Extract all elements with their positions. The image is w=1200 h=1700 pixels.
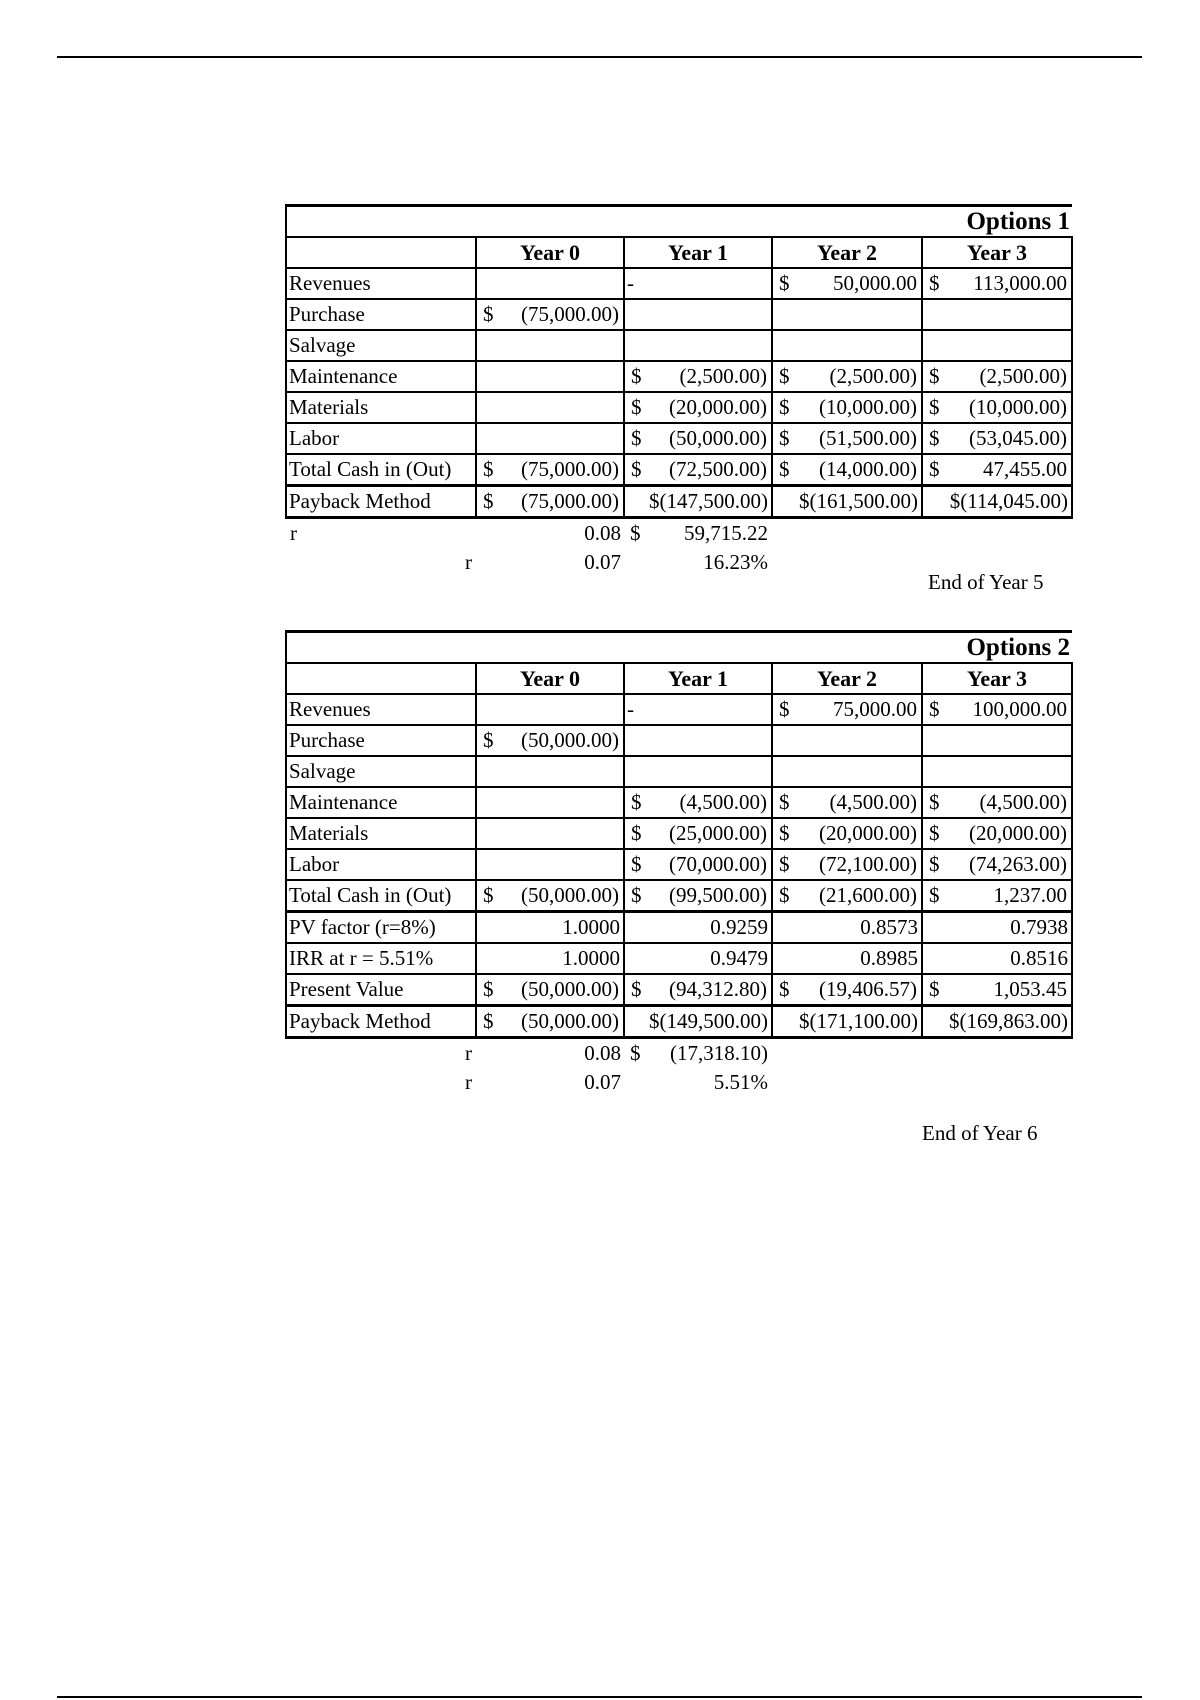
table-cell (922, 725, 1072, 756)
option2-payback-note: End of Year 6 (922, 1121, 1038, 1145)
amount: (72,100.00) (819, 852, 917, 876)
row-label: Purchase (286, 299, 476, 330)
option2-title: Options 2 (286, 632, 1072, 664)
currency-symbol: $ (779, 457, 790, 481)
table-cell (624, 299, 772, 330)
table-cell (922, 974, 1072, 1006)
table-cell: 0.9479 (624, 943, 772, 974)
table-cell (772, 454, 922, 486)
amount: (99,500.00) (669, 883, 767, 907)
table-cell: $(147,500.00) (624, 486, 772, 518)
table-cell (922, 330, 1072, 361)
table-cell (772, 880, 922, 912)
table-cell (772, 849, 922, 880)
amount: (4,500.00) (829, 790, 917, 814)
table-cell: $(114,045.00) (922, 486, 1072, 518)
currency-symbol: $ (631, 977, 642, 1001)
computed-value (624, 1038, 772, 1069)
amount: (19,406.57) (819, 977, 917, 1001)
option2-grid (285, 630, 1073, 1097)
currency-symbol: $ (631, 821, 642, 845)
amount: (94,312.80) (669, 977, 767, 1001)
table-cell (476, 392, 624, 423)
table-cell (624, 818, 772, 849)
option1-table (285, 204, 1071, 577)
rate-label: r (290, 521, 297, 545)
currency-symbol: $ (631, 852, 642, 876)
currency-symbol: $ (631, 457, 642, 481)
rate-value: 0.07 (584, 550, 621, 574)
amount: (75,000.00) (521, 302, 619, 326)
rate-label: r (465, 1041, 472, 1065)
amount: 100,000.00 (972, 697, 1067, 721)
rate-value: 0.07 (584, 1070, 621, 1094)
table-row (286, 361, 1072, 392)
amount: (74,263.00) (969, 852, 1067, 876)
table-cell (624, 787, 772, 818)
table-row (286, 912, 1072, 944)
rate-row (286, 518, 1072, 549)
top-rule (57, 56, 1142, 58)
amount: 75,000.00 (833, 697, 917, 721)
option1-header-0 (286, 237, 476, 268)
bottom-rule (57, 1696, 1142, 1698)
currency-symbol: $ (483, 1009, 494, 1033)
amount: 59,715.22 (684, 521, 768, 545)
currency-symbol: $ (929, 790, 940, 814)
table-cell (922, 268, 1072, 299)
currency-symbol: $ (779, 977, 790, 1001)
table-cell (476, 756, 624, 787)
row-label: Payback Method (286, 486, 476, 518)
table-cell (476, 361, 624, 392)
row-label: Revenues (286, 268, 476, 299)
table-row (286, 756, 1072, 787)
table-cell (624, 880, 772, 912)
table-cell (772, 725, 922, 756)
rate-row (286, 1068, 1072, 1097)
currency-symbol: $ (483, 728, 494, 752)
table-row (286, 486, 1072, 518)
table-cell (476, 454, 624, 486)
table-cell (476, 330, 624, 361)
table-cell: 0.7938 (922, 912, 1072, 944)
currency-symbol: $ (483, 883, 494, 907)
row-label: Payback Method (286, 1006, 476, 1038)
table-row (286, 880, 1072, 912)
currency-symbol: $ (929, 364, 940, 388)
table-cell (922, 392, 1072, 423)
table-cell (922, 787, 1072, 818)
table-row (286, 268, 1072, 299)
amount: (10,000.00) (819, 395, 917, 419)
table-cell (476, 1006, 624, 1038)
currency-symbol: $ (929, 883, 940, 907)
row-label: Materials (286, 392, 476, 423)
table-cell (476, 423, 624, 454)
option1-header-3: Year 2 (772, 237, 922, 268)
option1-title: Options 1 (286, 206, 1072, 238)
table-cell (624, 849, 772, 880)
table-cell (624, 756, 772, 787)
option1-grid (285, 204, 1073, 577)
currency-symbol (626, 548, 630, 577)
table-cell (476, 849, 624, 880)
table-row (286, 423, 1072, 454)
row-label: IRR at r = 5.51% (286, 943, 476, 974)
table-cell: $(169,863.00) (922, 1006, 1072, 1038)
table-cell: - (624, 268, 772, 299)
currency-symbol (626, 1068, 630, 1097)
currency-symbol: $ (779, 426, 790, 450)
rate-label: r (465, 550, 472, 574)
table-cell (772, 392, 922, 423)
table-cell (476, 268, 624, 299)
table-cell: 1.0000 (476, 943, 624, 974)
row-label: Purchase (286, 725, 476, 756)
table-cell (624, 361, 772, 392)
table-cell (772, 694, 922, 725)
rate-value: 0.08 (584, 1041, 621, 1065)
row-label: Labor (286, 849, 476, 880)
option2-header-0 (286, 663, 476, 694)
amount: (25,000.00) (669, 821, 767, 845)
amount: (53,045.00) (969, 426, 1067, 450)
row-label: Maintenance (286, 787, 476, 818)
table-cell (772, 299, 922, 330)
amount: (50,000.00) (521, 728, 619, 752)
amount: (50,000.00) (521, 883, 619, 907)
table-row (286, 454, 1072, 486)
amount: 50,000.00 (833, 271, 917, 295)
currency-symbol: $ (929, 271, 940, 295)
row-label: Revenues (286, 694, 476, 725)
currency-symbol: $ (929, 821, 940, 845)
table-cell (772, 423, 922, 454)
option1-header-2: Year 1 (624, 237, 772, 268)
currency-symbol: $ (779, 852, 790, 876)
amount: (75,000.00) (521, 489, 619, 513)
currency-symbol: $ (779, 883, 790, 907)
table-cell (772, 361, 922, 392)
table-cell (922, 454, 1072, 486)
option1-payback-note: End of Year 5 (928, 570, 1044, 594)
currency-symbol: $ (779, 271, 790, 295)
table-cell: 0.8573 (772, 912, 922, 944)
option2-header-4: Year 3 (922, 663, 1072, 694)
table-cell (922, 818, 1072, 849)
table-cell (476, 974, 624, 1006)
computed-value (624, 518, 772, 549)
currency-symbol: $ (631, 883, 642, 907)
table-row (286, 330, 1072, 361)
currency-symbol: $ (483, 457, 494, 481)
table-cell (922, 299, 1072, 330)
row-label: Present Value (286, 974, 476, 1006)
amount: (2,500.00) (979, 364, 1067, 388)
table-cell (922, 361, 1072, 392)
currency-symbol: $ (779, 395, 790, 419)
table-cell: 0.8985 (772, 943, 922, 974)
amount: (20,000.00) (669, 395, 767, 419)
table-cell (772, 330, 922, 361)
table-cell (624, 423, 772, 454)
table-cell: 0.9259 (624, 912, 772, 944)
table-cell (476, 787, 624, 818)
currency-symbol: $ (483, 977, 494, 1001)
table-row (286, 1006, 1072, 1038)
currency-symbol: $ (929, 977, 940, 1001)
table-row (286, 818, 1072, 849)
table-row (286, 943, 1072, 974)
currency-symbol: $ (483, 302, 494, 326)
row-label: PV factor (r=8%) (286, 912, 476, 944)
table-cell (922, 849, 1072, 880)
row-label: Maintenance (286, 361, 476, 392)
option2-table (285, 630, 1071, 1097)
currency-symbol: $ (779, 697, 790, 721)
amount: (4,500.00) (679, 790, 767, 814)
table-cell (922, 880, 1072, 912)
amount: (10,000.00) (969, 395, 1067, 419)
currency-symbol: $ (929, 395, 940, 419)
table-cell (922, 756, 1072, 787)
row-label: Salvage (286, 756, 476, 787)
table-row (286, 849, 1072, 880)
table-row (286, 974, 1072, 1006)
computed-value (624, 548, 772, 577)
table-cell (476, 725, 624, 756)
table-cell: $(149,500.00) (624, 1006, 772, 1038)
table-cell (772, 268, 922, 299)
currency-symbol: $ (929, 426, 940, 450)
option2-header-3: Year 2 (772, 663, 922, 694)
table-row (286, 725, 1072, 756)
table-cell (476, 818, 624, 849)
currency-symbol: $ (630, 521, 641, 545)
table-row (286, 694, 1072, 725)
table-cell: $(171,100.00) (772, 1006, 922, 1038)
currency-symbol: $ (630, 1041, 641, 1065)
amount: (50,000.00) (669, 426, 767, 450)
table-cell: 1.0000 (476, 912, 624, 944)
table-cell (624, 454, 772, 486)
table-cell (922, 423, 1072, 454)
table-row (286, 787, 1072, 818)
amount: (20,000.00) (819, 821, 917, 845)
rate-value: 0.08 (584, 521, 621, 545)
table-cell: 0.8516 (922, 943, 1072, 974)
amount: (17,318.10) (670, 1041, 768, 1065)
amount: 1,053.45 (993, 977, 1067, 1001)
table-cell: - (624, 694, 772, 725)
table-cell (772, 974, 922, 1006)
table-cell (922, 694, 1072, 725)
table-cell (476, 299, 624, 330)
currency-symbol: $ (779, 790, 790, 814)
amount: (72,500.00) (669, 457, 767, 481)
amount: (75,000.00) (521, 457, 619, 481)
option2-header-2: Year 1 (624, 663, 772, 694)
amount: 47,455.00 (983, 457, 1067, 481)
amount: 5.51% (713, 1070, 768, 1094)
amount: (50,000.00) (521, 977, 619, 1001)
table-cell (476, 880, 624, 912)
option1-header-4: Year 3 (922, 237, 1072, 268)
table-cell (772, 787, 922, 818)
computed-value (624, 1068, 772, 1097)
currency-symbol: $ (631, 364, 642, 388)
amount: (4,500.00) (979, 790, 1067, 814)
amount: 1,237.00 (993, 883, 1067, 907)
table-cell (772, 756, 922, 787)
currency-symbol: $ (929, 457, 940, 481)
currency-symbol: $ (631, 790, 642, 814)
amount: (20,000.00) (969, 821, 1067, 845)
table-cell (476, 694, 624, 725)
currency-symbol: $ (483, 489, 494, 513)
amount: (2,500.00) (829, 364, 917, 388)
rate-label: r (465, 1070, 472, 1094)
option1-header-1: Year 0 (476, 237, 624, 268)
amount: (2,500.00) (679, 364, 767, 388)
table-cell: $(161,500.00) (772, 486, 922, 518)
currency-symbol: $ (779, 364, 790, 388)
currency-symbol: $ (929, 697, 940, 721)
amount: (70,000.00) (669, 852, 767, 876)
currency-symbol: $ (631, 395, 642, 419)
row-label: Total Cash in (Out) (286, 880, 476, 912)
amount: 16.23% (703, 550, 768, 574)
table-cell (476, 486, 624, 518)
currency-symbol: $ (779, 821, 790, 845)
option2-header-1: Year 0 (476, 663, 624, 694)
table-cell (772, 818, 922, 849)
row-label: Materials (286, 818, 476, 849)
amount: 113,000.00 (973, 271, 1067, 295)
row-label: Labor (286, 423, 476, 454)
amount: (50,000.00) (521, 1009, 619, 1033)
currency-symbol: $ (929, 852, 940, 876)
row-label: Salvage (286, 330, 476, 361)
table-cell (624, 330, 772, 361)
table-row (286, 299, 1072, 330)
currency-symbol: $ (631, 426, 642, 450)
table-cell (624, 725, 772, 756)
table-cell (624, 392, 772, 423)
amount: (14,000.00) (819, 457, 917, 481)
amount: (21,600.00) (819, 883, 917, 907)
rate-row (286, 1038, 1072, 1069)
amount: (51,500.00) (819, 426, 917, 450)
table-cell (624, 974, 772, 1006)
table-row (286, 392, 1072, 423)
row-label: Total Cash in (Out) (286, 454, 476, 486)
